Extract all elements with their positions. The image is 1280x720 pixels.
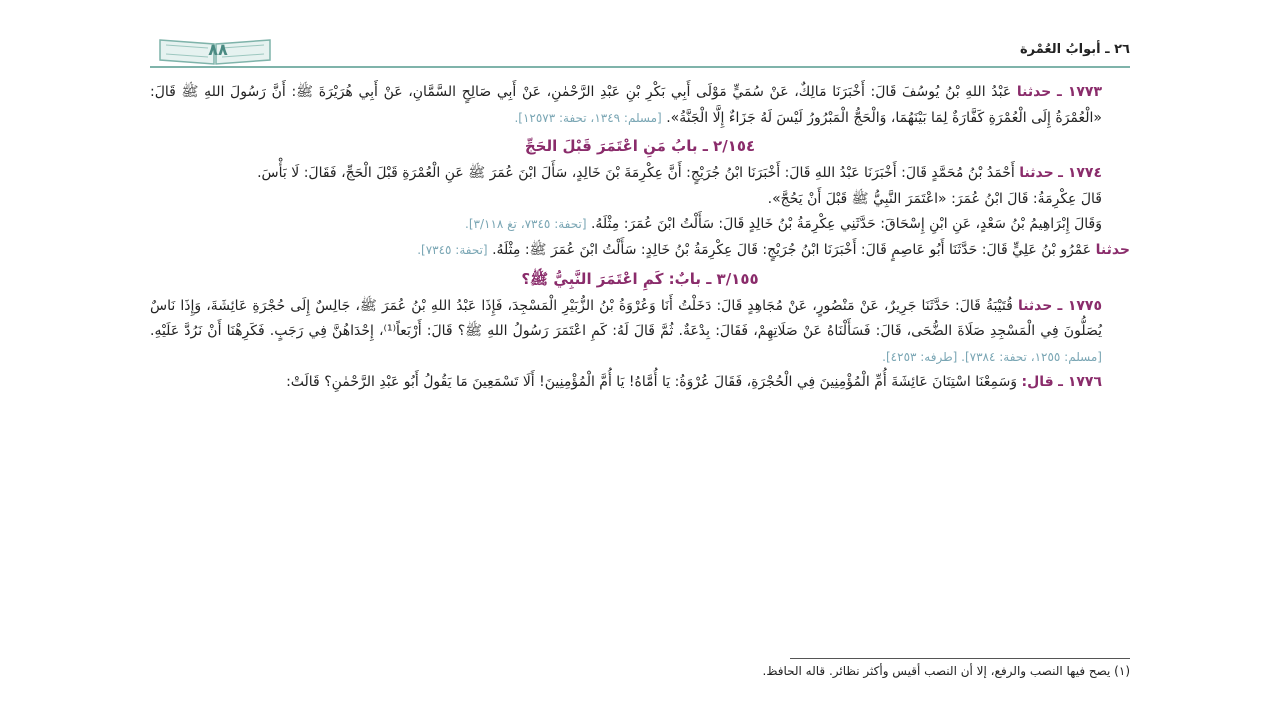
hadith-lead: حدثنا	[1017, 297, 1053, 314]
page-header	[150, 36, 1130, 66]
hadith-number: ١٧٧٤ ـ	[1058, 165, 1102, 182]
hadith-1776	[150, 370, 1130, 396]
hadith-lead: حدثنا	[1019, 165, 1054, 182]
hadith-1774-paragraph-2: قَالَ عِكْرِمَةُ: قَالَ ابْنُ عُمَرَ: «اعْتَمَرَ النَّبِيُّ ﷺ قَبْلَ أَنْ يَحُجَّ».	[767, 190, 1102, 207]
chapter-heading-155: ٣/١٥٥ ـ بابٌ: كَمِ اعْتَمَرَ النَّبِيُّ ﷺ؟	[521, 269, 759, 288]
hadith-reference: [مسلم: ١٢٥٥، تحفة: ٧٣٨٤]. [طرفه: ٤٢٥٣].	[882, 349, 1102, 364]
chapter-title: ٢٦ ـ أبوابُ العُمْرة	[1019, 42, 1130, 57]
hadith-1774-paragraph-3	[150, 212, 1130, 238]
hadith-reference: [تحفة: ٧٣٤٥، تغ ٣/١١٨].	[465, 217, 587, 232]
hadith-text: أَحْمَدُ بْنُ مُحَمَّدٍ قَالَ: أَخْبَرَنَا عَبْدُ اللهِ قَالَ: أَخْبَرَنَا ابْنُ جُرَيْجٍ: أَنَّ عِكْرِمَةَ بْنَ خَالِدٍ، سَأَلَ ابْنَ عُمَرَ ﷺ عَنِ الْعُمْرَةِ قَبْلَ الْحَجِّ، فَقَالَ: لَا بَأْسَ.	[257, 165, 1015, 182]
hadith-lead: حدثنا	[1095, 241, 1130, 258]
hadith-text: قُتَيْبَةُ قَالَ: حَدَّثَنَا جَرِيرٌ، عَنْ مَنْصُورٍ، عَنْ مُجَاهِدٍ قَالَ: دَخَلْتُ أَنَا وَعُرْوَةُ بْنُ الزُّبَيْرِ الْمَسْجِدَ، فَإِذَا عَبْدُ اللهِ بْنُ عُمَرَ ﷺ، جَالِسٌ إِلَى حُجْرَةِ عَائِشَةَ، وَإِذَا نَاسٌ يُصَلُّونَ فِي الْمَسْجِدِ صَلَاةَ الضُّحَى، قَالَ: فَسَأَلْنَاهُ عَنْ صَلَاتِهِمْ، فَقَالَ: بِدْعَةٌ. ثُمَّ قَالَ لَهُ: كَمِ اعْتَمَرَ رَسُولُ اللهِ ﷺ؟ قَالَ: أَرْبَعاً⁽¹⁾، إِحْدَاهُنَّ فِي رَجَبٍ. فَكَرِهْنَا أَنْ نَرُدَّ عَلَيْهِ.	[150, 297, 1102, 340]
hadith-lead: قال:	[1021, 374, 1054, 391]
footnote-rule	[790, 658, 1130, 659]
footnote: (١) يصح فيها النصب والرفع، إلا أن النصب أقيس وأكثر نظائر. قاله الحافظ.	[762, 664, 1130, 678]
hadith-number: ١٧٧٥ ـ	[1057, 297, 1103, 314]
hadith-number: ١٧٧٦ ـ	[1058, 374, 1102, 391]
book-page	[150, 36, 1130, 696]
page-number: ٨٨	[208, 40, 228, 59]
hadith-text: عَبْدُ اللهِ بْنُ يُوسُفَ قَالَ: أَخْبَرَنَا مَالِكٌ، عَنْ سُمَيٍّ مَوْلَى أَبِي بَكْرِ بْنِ عَبْدِ الرَّحْمٰنِ، عَنْ أَبِي صَالِحٍ السَّمَّانِ، عَنْ أَبِي هُرَيْرَةَ ﷺ: أَنَّ رَسُولَ اللهِ ﷺ قَالَ: «الْعُمْرَةُ إِلَى الْعُمْرَةِ كَفَّارَةٌ لِمَا بَيْنَهُمَا، وَالْحَجُّ الْمَبْرُورُ لَيْسَ لَهُ جَزَاءٌ إِلَّا الْجَنَّةُ».	[150, 84, 1102, 126]
paragraph-text: وَقَالَ إِبْرَاهِيمُ بْنُ سَعْدٍ، عَنِ ابْنِ إِسْحَاقَ: حَدَّثَنِي عِكْرِمَةُ بْنُ خَالِدٍ قَالَ: سَأَلْتُ ابْنَ عُمَرَ: مِثْلَهُ.	[590, 216, 1102, 233]
hadith-reference: [مسلم: ١٣٤٩، تحفة: ١٢٥٧٣].	[514, 110, 662, 125]
hadith-reference: [تحفة: ٧٣٤٥].	[417, 242, 488, 257]
chapter-heading-154: ٢/١٥٤ ـ بابُ مَنِ اعْتَمَرَ قَبْلَ الحَجِّ	[524, 137, 756, 156]
hadith-1774-paragraph-4	[150, 238, 1130, 264]
hadith-1774	[150, 161, 1130, 187]
hadith-number: ١٧٧٣ ـ	[1056, 84, 1102, 100]
header-rule	[150, 66, 1130, 68]
page-number-badge	[150, 36, 280, 66]
hadith-lead: حدثنا	[1016, 84, 1052, 100]
page-body	[150, 80, 1130, 396]
hadith-1773	[150, 80, 1130, 131]
hadith-text: وَسَمِعْنَا اسْتِنَانَ عَائِشَةَ أُمِّ الْمُؤْمِنِينَ فِي الْحُجْرَةِ، فَقَالَ عُرْوَةُ: يَا أُمَّاهُ! يَا أُمَّ الْمُؤْمِنِينَ! أَلَا تَسْمَعِينَ مَا يَقُولُ أَبُو عَبْدِ الرَّحْمٰنِ؟ قَالَتْ:	[286, 374, 1018, 391]
hadith-1775	[150, 294, 1130, 371]
paragraph-text: عَمْرُو بْنُ عَلِيٍّ قَالَ: حَدَّثَنَا أَبُو عَاصِمٍ قَالَ: أَخْبَرَنَا ابْنُ جُرَيْجٍ: قَالَ عِكْرِمَةُ بْنُ خَالِدٍ: سَأَلْتُ ابْنَ عُمَرَ ﷺ: مِثْلَهُ.	[492, 241, 1092, 258]
